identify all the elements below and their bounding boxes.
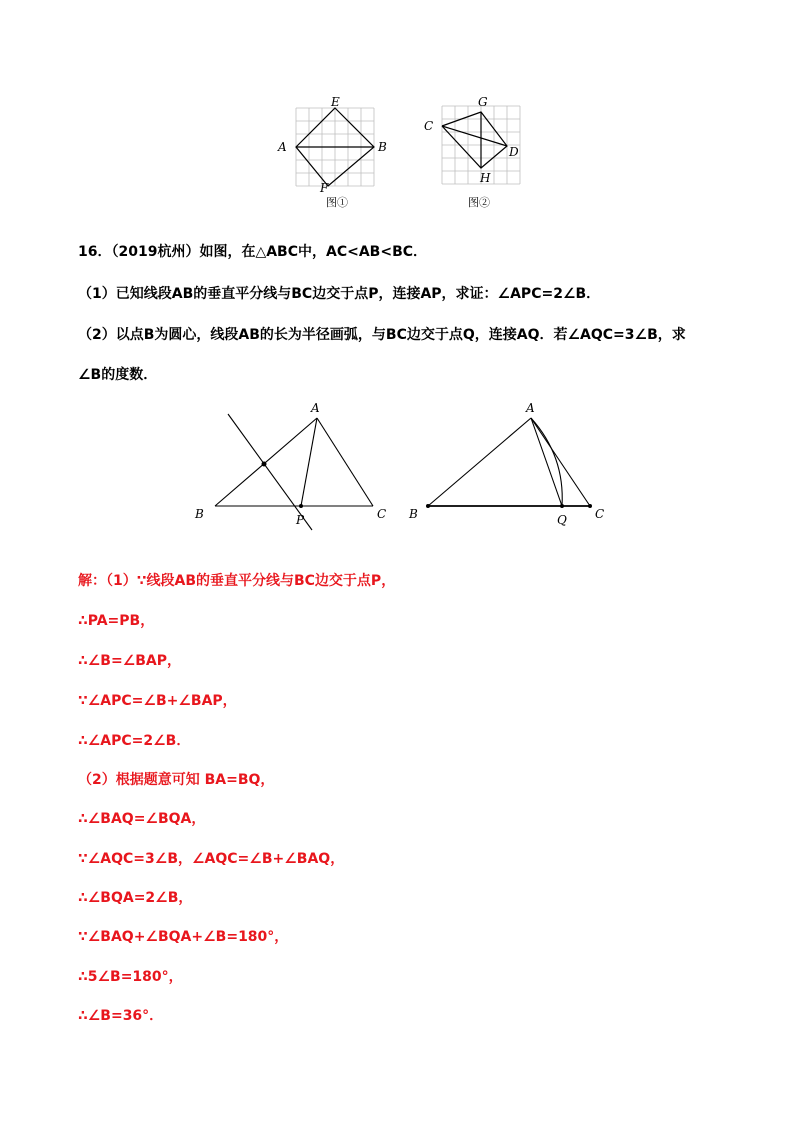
figure-triangle-perpendicular-bisector — [190, 398, 400, 533]
label-F: F — [320, 181, 329, 195]
solution-line-12: ∴∠B=36°． — [78, 1008, 164, 1024]
figure-triangle-arc — [405, 398, 615, 533]
caption-1: 图① — [326, 196, 348, 209]
solution-line-9: ∴∠BQA=2∠B， — [78, 890, 193, 906]
label-C: C — [377, 507, 387, 521]
figure-2 — [420, 96, 530, 216]
label-B: B — [378, 140, 387, 154]
label-A: A — [311, 401, 320, 415]
solution-line-1: 解：（1）∵线段AB的垂直平分线与BC边交于点P， — [78, 573, 396, 589]
solution-line-7: ∴∠BAQ=∠BQA， — [78, 811, 206, 827]
caption-2: 图② — [468, 196, 490, 209]
solution-line-5: ∴∠APC=2∠B． — [78, 733, 191, 749]
solution-line-4: ∵∠APC=∠B+∠BAP， — [78, 693, 237, 709]
kite — [442, 112, 507, 168]
label-D: D — [509, 145, 519, 159]
label-A: A — [526, 401, 535, 415]
problem-title: 16．（2019杭州）如图，在△ABC中，AC<AB<BC． — [78, 244, 428, 260]
figure-1 — [270, 96, 400, 216]
label-H: H — [480, 171, 491, 185]
problem-part1: （1）已知线段AB的垂直平分线与BC边交于点P，连接AP，求证：∠APC=2∠B． — [78, 286, 601, 302]
label-C: C — [424, 119, 434, 133]
solution-line-10: ∵∠BAQ+∠BQA+∠B=180°， — [78, 929, 289, 945]
label-C: C — [595, 507, 605, 521]
label-Q: Q — [557, 513, 567, 527]
label-G: G — [478, 96, 488, 109]
solution-line-8: ∵∠AQC=3∠B，∠AQC=∠B+∠BAQ， — [78, 851, 345, 867]
problem-part2-line1: （2）以点B为圆心，线段AB的长为半径画弧，与BC边交于点Q，连接AQ．若∠AQC=3∠B，求 — [78, 327, 686, 343]
solution-line-3: ∴∠B=∠BAP， — [78, 653, 182, 669]
solution-line-2: ∴PA=PB， — [78, 613, 155, 629]
label-E: E — [331, 96, 340, 109]
problem-part2-line2: ∠B的度数． — [78, 367, 158, 383]
solution-line-11: ∴5∠B=180°， — [78, 969, 183, 985]
label-A: A — [278, 140, 287, 154]
label-B: B — [409, 507, 418, 521]
label-P: P — [296, 513, 305, 527]
label-B: B — [195, 507, 204, 521]
solution-line-6: （2）根据题意可知 BA=BQ， — [78, 772, 275, 788]
